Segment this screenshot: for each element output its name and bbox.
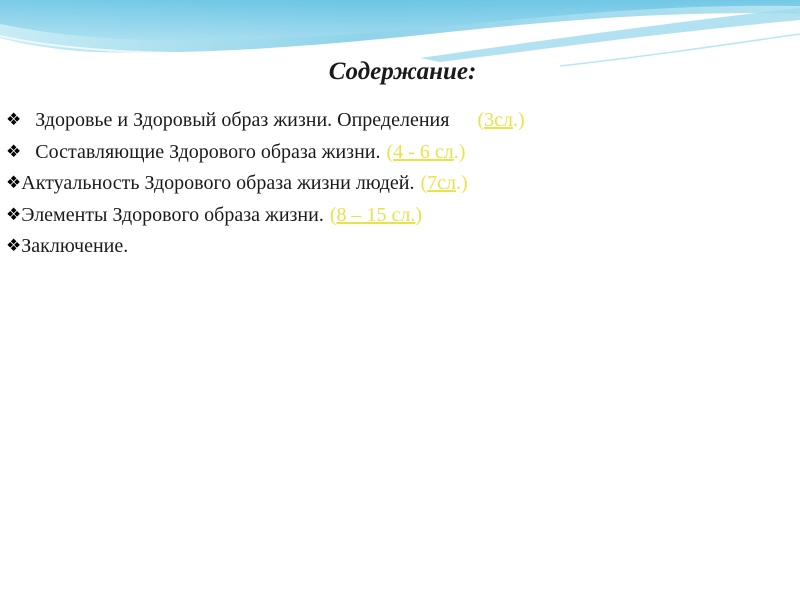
list-item bbox=[6, 104, 525, 136]
slide-ref-link[interactable]: 4 - 6 сл bbox=[393, 140, 454, 163]
slide-ref-link[interactable]: 7сл bbox=[427, 172, 457, 194]
slide-ref-open: ( bbox=[477, 109, 485, 131]
list-item bbox=[6, 136, 525, 168]
slide-ref-close: .) bbox=[453, 140, 466, 163]
item-text: Заключение. bbox=[21, 235, 129, 257]
four-diamond-bullet-icon: ❖ bbox=[6, 110, 22, 129]
decorative-wave-header bbox=[0, 0, 800, 110]
four-diamond-bullet-icon: ❖ bbox=[6, 141, 22, 161]
slide-ref-link[interactable]: 8 – 15 сл.) bbox=[336, 203, 423, 226]
slide-ref-open: ( bbox=[329, 203, 337, 226]
list-item bbox=[6, 167, 525, 199]
item-text: Составляющие Здорового образа жизни. bbox=[35, 140, 381, 163]
slide-ref-open: ( bbox=[420, 172, 428, 194]
item-text: Актуальность Здорового образа жизни людей. bbox=[21, 172, 415, 194]
list-item bbox=[6, 230, 525, 262]
item-text: Элементы Здорового образа жизни. bbox=[21, 203, 324, 226]
four-diamond-bullet-icon: ❖ bbox=[6, 236, 22, 255]
slide-ref-link[interactable]: 3сл bbox=[484, 109, 513, 131]
slide-title: Содержание: bbox=[328, 58, 477, 85]
slide-ref-open: ( bbox=[386, 140, 394, 163]
list-item bbox=[6, 199, 525, 231]
four-diamond-bullet-icon: ❖ bbox=[6, 204, 22, 224]
four-diamond-bullet-icon: ❖ bbox=[6, 173, 22, 192]
slide-ref-close: .) bbox=[456, 172, 468, 194]
slide-ref-close: .) bbox=[512, 109, 525, 131]
contents-list bbox=[6, 104, 525, 262]
item-text: Здоровье и Здоровый образ жизни. Определения bbox=[35, 109, 450, 131]
